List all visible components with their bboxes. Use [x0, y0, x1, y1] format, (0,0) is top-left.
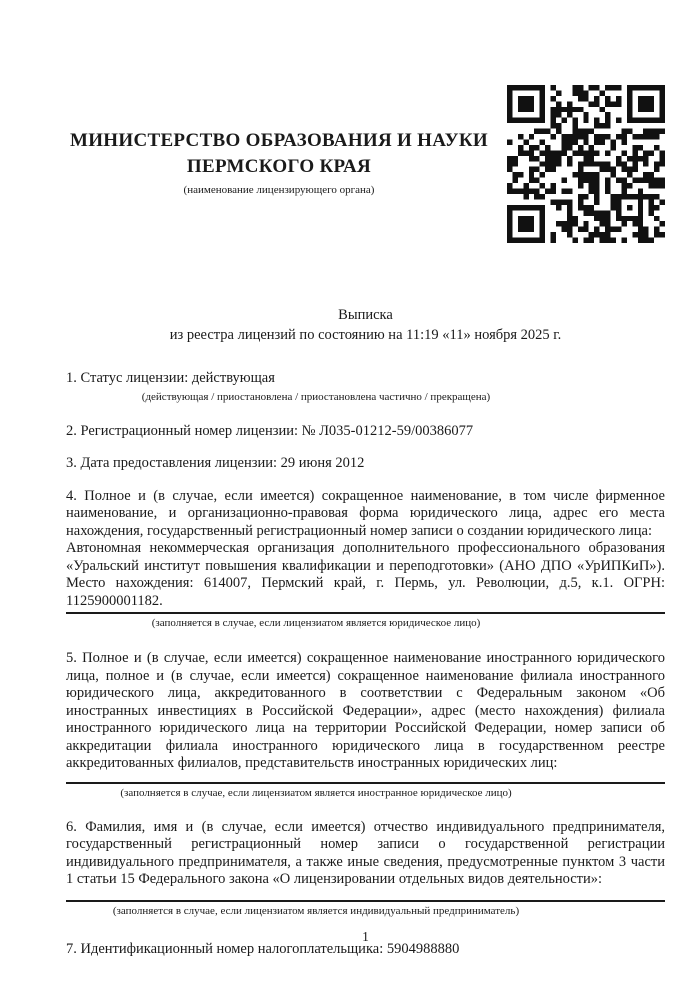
item-7-taxpayer-number: 7. Идентификационный номер налогоплательщика: 5904988880	[66, 940, 460, 957]
item-5-foreign-entity-heading: 5. Полное и (в случае, если имеется) сокращенное наименование иностранного юридического лица, полное и (в случае, если имеется) сокращенное наименование филиала иностранного юридического лица, аккредитованного в соответствии с Федеральным законом «Об иностранных инвестициях в Российской Федерации», адрес (место нахождения) филиала иностранного юридического лица на территории Российской Федерации, номер записи об аккредитации филиала иностранного юридического лица в государственном реестре аккредитованных филиалов, представительств иностранных юридических лиц:	[66, 650, 665, 771]
section-divider	[66, 782, 665, 784]
item-6-entrepreneur-heading: 6. Фамилия, имя и (в случае, если имеется) отчество индивидуального предпринимателя, государственный регистрационный номер записи о государственной регистрации индивидуального предпринимателя, а также иные сведения, предусмотренные пунктом 3 части 1 статьи 15 Федерального закона «О лицензировании отдельных видов деятельности»:	[66, 818, 665, 887]
document-title	[66, 305, 665, 345]
item-2-registration-number: 2. Регистрационный номер лицензии: № Л035-01212-59/00386077	[66, 422, 474, 439]
item-6-caption: (заполняется в случае, если лицензиатом является индивидуальный предприниматель)	[112, 904, 520, 917]
item-4-legal-entity-value: Автономная некоммерческая организация дополнительного профессионального образования «Уральский институт повышения квалификации и переподготовки» (АНО ДПО «УрИПКиП»). Место нахождения: 614007, Пермский край, г. Пермь, ул. Революции, д.5, к.1. ОГРН: 1125900001182.	[66, 540, 665, 609]
item-5-caption: (заполняется в случае, если лицензиатом является иностранное юридическое лицо)	[120, 786, 512, 799]
document-header	[66, 0, 665, 243]
authority-name-line2: ПЕРМСКОГО КРАЯ	[186, 156, 372, 177]
section-divider	[66, 612, 665, 614]
qr-code-icon	[507, 85, 665, 243]
item-1-caption: (действующая / приостановлена / приостановлена частично / прекращена)	[141, 390, 491, 403]
item-1-license-status: 1. Статус лицензии: действующая	[66, 370, 275, 386]
authority-caption: (наименование лицензирующего органа)	[183, 184, 375, 196]
item-4-caption: (заполняется в случае, если лицензиатом является юридическое лицо)	[151, 617, 481, 629]
licensing-authority-block	[66, 85, 492, 197]
authority-name-line1: МИНИСТЕРСТВО ОБРАЗОВАНИЯ И НАУКИ	[69, 130, 489, 151]
title-line2: из реестра лицензий по состоянию на 11:19 «11» ноября 2025 г.	[169, 327, 562, 343]
title-line1: Выписка	[338, 307, 393, 323]
page-number: 1	[362, 929, 369, 944]
section-divider	[66, 900, 665, 902]
item-3-license-date: 3. Дата предоставления лицензии: 29 июня 2012	[66, 455, 365, 471]
item-4-legal-entity-heading: 4. Полное и (в случае, если имеется) сокращенное наименование, в том числе фирменное наименование, и организационно-правовая форма юридического лица, адрес его места нахождения, государственный регистрационный номер записи о создании юридического лица:	[66, 487, 665, 539]
